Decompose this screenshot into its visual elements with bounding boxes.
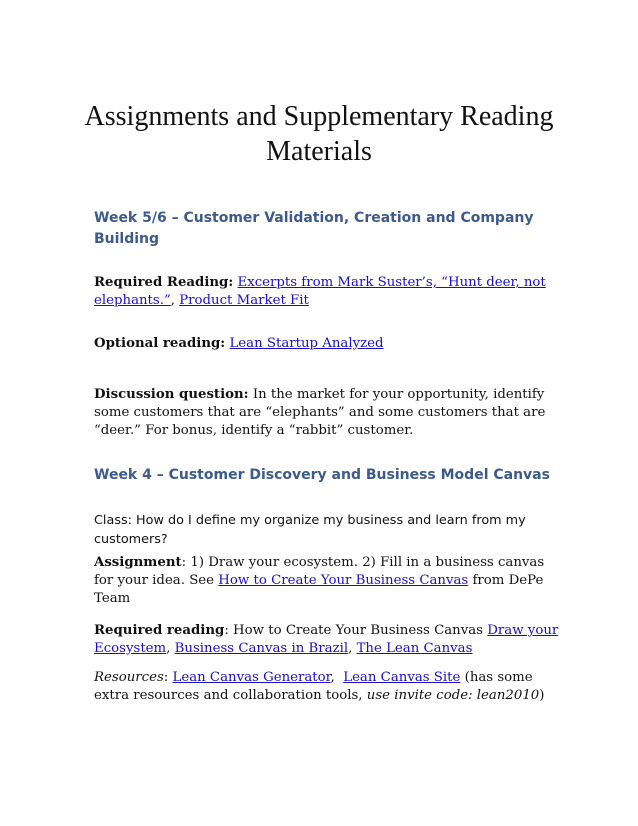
link-lean-startup-analyzed[interactable]: Lean Startup Analyzed	[229, 336, 384, 351]
optional-reading-label: Optional reading:	[94, 336, 226, 351]
link-draw-your-ecosystem[interactable]: Draw your Ecosystem	[94, 623, 559, 656]
week-4-assignment	[94, 554, 564, 608]
discussion-text-line-2: some customers that are “elephants” and some customers that are	[94, 405, 546, 420]
week-5-6-heading	[94, 208, 564, 250]
link-how-to-create-canvas[interactable]: How to Create Your Business Canvas	[218, 573, 469, 588]
week-4-class-question	[94, 511, 564, 549]
invite-code: use invite code: lean2010	[366, 688, 540, 703]
resources-colon: :	[163, 670, 169, 685]
class-line-2: customers?	[94, 532, 168, 547]
week-5-6-heading-line-2: Building	[94, 231, 160, 247]
assignment-text-line-2a: for your idea. See	[94, 573, 215, 588]
page-title-line-1: Assignments and Supplementary Reading	[84, 101, 554, 132]
page-title-line-2: Materials	[266, 136, 372, 167]
week-4-required-reading	[94, 622, 564, 658]
class-line-1: Class: How do I define my organize my business and learn from my	[94, 513, 526, 528]
discussion-question-label: Discussion question:	[94, 387, 249, 402]
required-reading-text: : How to Create Your Business Canvas	[224, 623, 484, 638]
comma-2: ,	[166, 641, 171, 656]
assignment-text-line-1: : 1) Draw your ecosystem. 2) Fill in a business canvas	[181, 555, 545, 570]
link-business-canvas-brazil[interactable]: Business Canvas in Brazil	[174, 641, 349, 656]
comma: ,	[170, 293, 175, 308]
assignment-label: Assignment	[94, 555, 182, 570]
page-title	[60, 99, 578, 169]
link-hunt-deer[interactable]: Excerpts from Mark Suster’s, “Hunt deer, not elephants.”	[94, 275, 546, 308]
required-reading-label: Required Reading:	[94, 275, 234, 290]
resources-text-line-2: extra resources and collaboration tools,	[94, 688, 363, 703]
resources-label: Resources	[94, 670, 164, 685]
link-lean-canvas-generator[interactable]: Lean Canvas Generator	[172, 670, 331, 685]
discussion-text-line-1: In the market for your opportunity, identify	[252, 387, 545, 402]
comma-4: ,	[330, 670, 335, 685]
close-paren: )	[539, 688, 545, 703]
week-4-heading: Week 4 – Customer Discovery and Business Model Canvas	[94, 467, 550, 483]
week-5-6-discussion-question	[94, 386, 564, 440]
assignment-text-line-3: Team	[94, 591, 131, 606]
week-4-resources	[94, 669, 564, 705]
resources-text-line-1: (has some	[464, 670, 533, 685]
link-the-lean-canvas[interactable]: The Lean Canvas	[356, 641, 473, 656]
required-reading-label-2: Required reading	[94, 623, 225, 638]
link-product-market-fit[interactable]: Product Market Fit	[179, 293, 309, 308]
week-5-6-heading-line-1: Week 5/6 – Customer Validation, Creation and Company	[94, 210, 534, 226]
week-5-6-required-reading	[94, 274, 564, 310]
discussion-text-line-3: “deer.” For bonus, identify a “rabbit” customer.	[94, 423, 414, 438]
assignment-text-line-2b: from DePe	[472, 573, 544, 588]
comma-3: ,	[348, 641, 353, 656]
week-5-6-optional-reading	[94, 335, 564, 353]
link-lean-canvas-site[interactable]: Lean Canvas Site	[343, 670, 461, 685]
